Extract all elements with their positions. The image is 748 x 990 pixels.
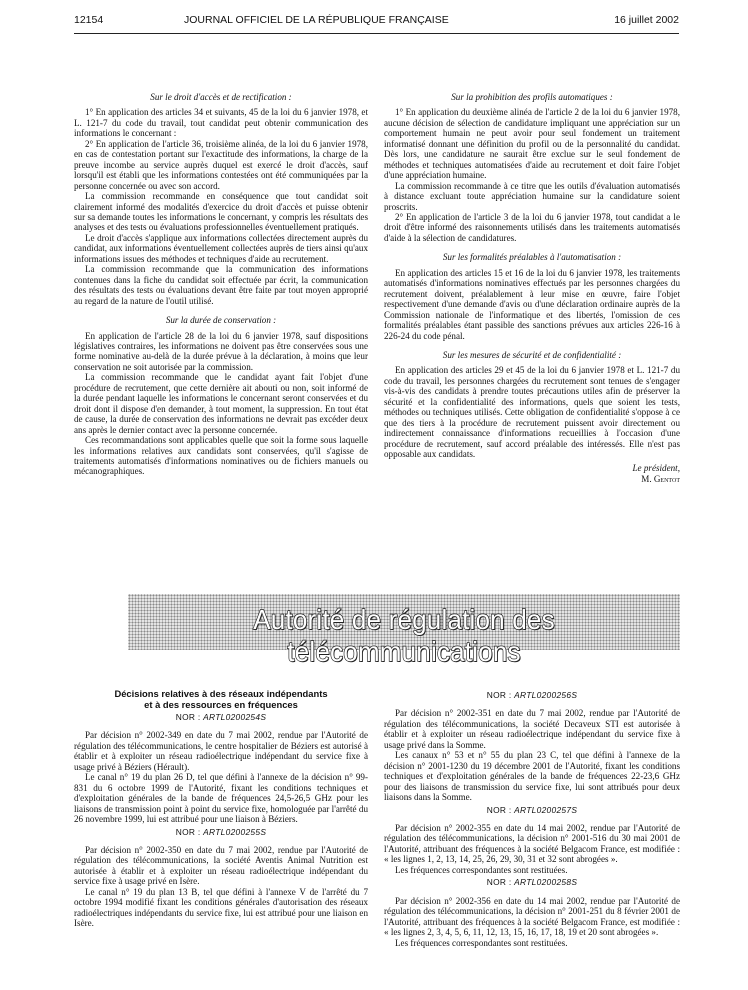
paragraph: Par décision n° 2002-349 en date du 7 mai 2002, rendue par l'Autorité de régulation des télécommunications, le centre hospitalier de Béziers est autorisé à établir et à exploiter un réseau radioélectrique indépendant du service fixe à usage privé à Béziers (Hérault). — [74, 730, 368, 772]
upper-left-column — [74, 92, 368, 477]
paragraph: Les fréquences correspondantes sont restituées. — [395, 937, 568, 948]
paragraph: Par décision n° 2002-356 en date du 14 mai 2002, rendue par l'Autorité de régulation des télécommunications, la décision n° 2001-251 du 8 février 2001 de l'Autorité, attribuant des fréquences à la société Belgacom France, est modifiée : « les lignes 2, 3, 4, 5, 6, 11, 12, 13, 15, 16, 17, 18, 19 et 20 sont abrogées ». — [384, 895, 680, 938]
upper-right-column — [384, 92, 680, 485]
paragraph: Par décision n° 2002-350 en date du 7 mai 2002, rendue par l'Autorité de régulation des télécommunications, la société Aventis Animal Nutrition est autorisée à établir et à exploiter un réseau radioélectrique indépendant du service fixe à usage privé en Isère. — [74, 844, 368, 887]
page-number: 12154 — [74, 14, 104, 26]
subsection-heading: Sur les formalités préalables à l'automatisation : — [442, 252, 622, 263]
nor-code: ARTL0200256S — [514, 690, 578, 700]
paragraph: 2° En application de l'article 3 de la loi du 6 janvier 1978, tout candidat a le droit d'être informé des raisonnements utilisés dans les traitements automatisés d'aide à la sélection de candidatures. — [384, 211, 680, 243]
section-title-line-2: et à des ressources en fréquences — [144, 699, 298, 710]
subsection-heading: Sur le droit d'accès et de rectification : — [150, 92, 292, 102]
paragraph: En application des articles 15 et 16 de la loi du 6 janvier 1978, les traitements automatisés d'informations nominatives effectués par les personnes chargées du recrutement doivent, préalablement à leur mise en œuvre, faire l'objet respectivement d'une demande d'avis ou d'une déclaration ordinaire auprès de la Commission nationale de l'informatique et des libertés, l'omission de ces formalités préalables étant passible des sanctions prévues aux articles 226-16 à 226-24 du code pénal. — [384, 267, 680, 341]
paragraph: 1° En application des articles 34 et suivants, 45 de la loi du 6 janvier 1978, et L. 121-7 du code du travail, tout candidat peut obtenir communication des informations le concernant : — [74, 107, 368, 139]
subsection-heading: Sur la durée de conservation : — [165, 315, 277, 326]
nor-code: ARTL0200254S — [203, 712, 267, 722]
paragraph: En application de l'article 28 de la loi du 6 janvier 1978, sauf dispositions législatives contraires, les informations ne doivent pas être conservées sous une forme nominative au-delà de la durée prévue à la déclaration, à moins que leur conservation ne soit autorisée par la commission. — [74, 330, 368, 372]
nor-reference: NOR : ARTL0200255S — [175, 826, 267, 837]
paragraph: Les canaux n° 53 et n° 55 du plan 23 C, tel que défini à l'annexe de la décision n° 2001-1230 du 19 décembre 2001 de l'Autorité, fixant les conditions techniques et d'exploitation générales de la bande de fréquences 22-23,6 GHz pour des liaisons de transmission du service fixe, lui sont attribués pour deux liaisons dans la Somme. — [384, 750, 680, 803]
nor-code: ARTL0200258S — [514, 877, 578, 888]
nor-reference: NOR : ARTL0200258S — [486, 877, 578, 888]
paragraph: Le canal n° 19 du plan 26 D, tel que défini à l'annexe de la décision n° 99-831 du 6 octobre 1999 de l'Autorité, fixant les conditions techniques et d'exploitation générales de la bande de fréquences 24,5-26,5 GHz pour les liaisons de transmission point à point du service fixe, homologuée par l'arrêté du 26 novembre 1999, lui est attribué pour une liaison à Béziers. — [74, 772, 368, 825]
paragraph: Les fréquences correspondantes sont restituées. — [395, 864, 568, 875]
signature — [384, 463, 680, 485]
lower-right-column — [384, 688, 680, 948]
paragraph: En application des articles 29 et 45 de la loi du 6 janvier 1978 et L. 121-7 du code du travail, les personnes chargées du recrutement sont tenues de s'engager vis-à-vis des candidats à prendre toutes précautions utiles afin de préserver la sécurité et la confidentialité des informations, quels que soient les tests, méthodes ou techniques utilisés. Cette obligation de confidentialité s'oppose à ce que des tiers à la procédure de recrutement puissent avoir directement ou indirectement connaissance d'informations recueillies à l'occasion d'une procédure de recrutement, sauf accord préalable des intéressés. Elle n'est pas opposable aux candidats. — [384, 365, 680, 460]
banner-title: Autorité de régulation des télécommunications — [253, 604, 555, 667]
header-rule — [74, 33, 679, 34]
subsection-heading: Sur la prohibition des profils automatiques : — [451, 92, 613, 102]
paragraph: 2° En application de l'article 36, troisième alinéa, de la loi du 6 janvier 1978, en cas de contestation portant sur l'exactitude des informations, la charge de la preuve incombe au service auprès duquel est exercé le droit d'accès, sauf lorsqu'il est établi que les informations contestées ont été communiquées par la personne concernée ou avec son accord. — [74, 138, 368, 191]
paragraph: Ces recommandations sont applicables quelle que soit la forme sous laquelle les informations relatives aux candidats sont conservées, qu'il s'agisse de traitements automatisés d'informations nominatives ou de fichiers manuels ou mécanographiques. — [74, 435, 368, 477]
paragraph: Le droit d'accès s'applique aux informations collectées directement auprès du candidat, aux informations éventuellement collectées auprès de tiers ainsi qu'aux informations issues des méthodes et techniques d'aide au recrutement. — [74, 232, 368, 264]
journal-title: JOURNAL OFFICIEL DE LA RÉPUBLIQUE FRANÇAISE — [184, 14, 449, 26]
subsection-heading: Sur les mesures de sécurité et de confidentialité : — [442, 349, 622, 360]
nor-code: ARTL0200255S — [203, 826, 267, 837]
nor-reference: NOR : ARTL0200254S — [175, 712, 267, 722]
paragraph: La commission recommande que le candidat ayant fait l'objet d'une procédure de recrutement, que cette dernière ait abouti ou non, soit informé de la durée pendant laquelle les informations le concernant seront conservées et du droit dont il dispose d'en demander, à tout moment, la suppression. En tout état de cause, la durée de conservation des informations ne devrait pas excéder deux ans après le dernier contact avec la personne concernée. — [74, 372, 368, 435]
issue-date: 16 juillet 2002 — [614, 14, 679, 26]
section-title-line-1: Décisions relatives à des réseaux indépendants — [114, 688, 328, 699]
paragraph: Le canal n° 19 du plan 13 B, tel que défini à l'annexe V de l'arrêté du 7 octobre 1994 modifié fixant les conditions générales d'autorisation des réseaux radioélectriques indépendants du service fixe, lui est attribué pour une liaison en Isère. — [74, 886, 368, 929]
signature-role: Le président, — [632, 462, 680, 473]
page-header — [74, 14, 679, 30]
nor-reference: NOR : ARTL0200256S — [486, 690, 578, 700]
paragraph: La commission recommande que la communication des informations contenues dans la fiche du candidat soit effectuée par écrit, la communication des résultats des tests ou évaluations devant être faite par tout moyen approprié au regard de la nature de l'outil utilisé. — [74, 264, 368, 306]
section-banner — [128, 594, 680, 667]
paragraph: La commission recommande à ce titre que les outils d'évaluation automatisés à distance excluant toute appréciation humaine sur la candidature soient proscrits. — [384, 180, 680, 212]
nor-reference: NOR : ARTL0200257S — [486, 804, 578, 815]
signature-name: M. Gentot — [641, 473, 680, 484]
paragraph: Par décision n° 2002-355 en date du 14 mai 2002, rendue par l'Autorité de régulation des télécommunications, la décision n° 2001-516 du 30 mai 2001 de l'Autorité, attribuant des fréquences à la société Belgacom France, est modifiée : « les lignes 1, 2, 13, 14, 25, 26, 29, 30, 31 et 32 sont abrogées ». — [384, 822, 680, 865]
lower-left-column — [74, 688, 368, 929]
paragraph: 1° En application du deuxième alinéa de l'article 2 de la loi du 6 janvier 1978, aucune décision de sélection de candidature impliquant une appréciation sur un comportement humain ne peut avoir pour seul fondement un traitement informatisé donnant une définition du profil ou de la personnalité du candidat. Dès lors, une candidature ne saurait être exclue sur le seul fondement de méthodes et techniques automatisées d'aide au recrutement et doit faire l'objet d'une appréciation humaine. — [384, 107, 680, 181]
paragraph: Par décision n° 2002-351 en date du 7 mai 2002, rendue par l'Autorité de régulation des télécommunications, la société Decaveux STI est autorisée à établir et à exploiter un réseau radioélectrique indépendant du service fixe à usage privé dans la Somme. — [384, 708, 680, 750]
paragraph: La commission recommande en conséquence que tout candidat soit clairement informé des modalités d'exercice du droit d'accès et puisse obtenir sur sa demande toutes les informations le concernant, y compris les résultats des analyses et des tests ou évaluations professionnelles éventuellement pratiqués. — [74, 191, 368, 233]
nor-code: ARTL0200257S — [514, 804, 578, 815]
